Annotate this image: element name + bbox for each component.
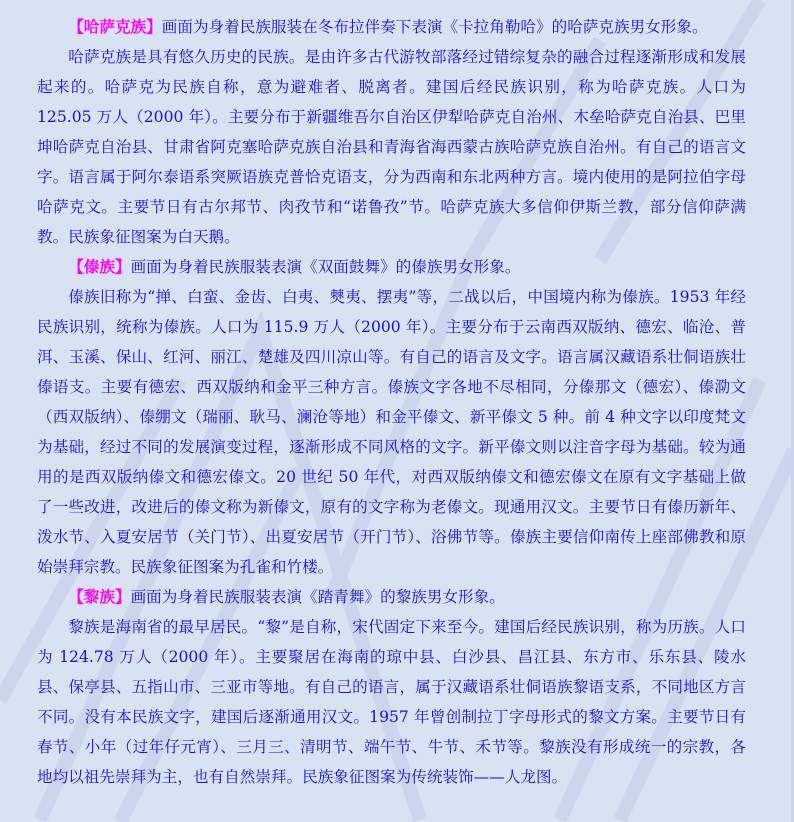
section-body-li: 黎族是海南省的最早居民。“黎”是自称，宋代固定下来至今。建国后经民族识别，称为历族。人口为 124.78 万人（2000 年）。主要聚居在海南的琼中县、白沙县、昌江县、东方市、乐东县、陵水县、保亭县、五指山市、三亚市等地。有自己的语言，属于汉藏语系壮侗语族黎语支系，不同地区方言不同。没有本民族文字，建国后逐渐通用汉文。1957 年曾创制拉丁字母形式的黎文方案。主要节日有春节、小年（过年仔元宵）、三月三、清明节、端午节、牛节、禾节等。黎族没有形成统一的宗教，各地均以祖先崇拜为主，也有自然崇拜。民族象征图案为传统装饰——人龙图。: [37, 618, 746, 786]
section-body-dai: 傣族旧称为“掸、白蛮、金齿、白夷、僰夷、摆夷”等，二战以后，中国境内称为傣族。1953 年经民族识别，统称为傣族。人口为 115.9 万人（2000 年）。主要分布于云南西双版纳、德宏、临沧、普洱、玉溪、保山、红河、丽江、楚雄及四川凉山等。有自己的语言及文字。语言属汉藏语系壮侗语族壮傣语支。主要有德宏、西双版纳和金平三种方言。傣族文字各地不尽相同，分傣那文（德宏）、傣泐文（西双版纳）、傣绷文（瑞丽、耿马、澜沧等地）和金平傣文、新平傣文 5 种。前 4 种文字以印度梵文为基础，经过不同的发展演变过程，逐渐形成不同风格的文字。新平傣文则以注音字母为基础。较为通用的是西双版纳傣文和德宏傣文。20 世纪 50 年代，对西双版纳傣文和德宏傣文在原有文字基础上做了一些改进，改进后的傣文称为新傣文，原有的文字称为老傣文。现通用汉文。主要节日有傣历新年、泼水节、入夏安居节（关门节）、出夏安居节（开门节）、浴佛节等。傣族主要信仰南传上座部佛教和原始崇拜宗教。民族象征图案为孔雀和竹楼。: [37, 288, 746, 576]
document-body: [37, 12, 746, 792]
section-tag: 【黎族】: [68, 587, 131, 606]
section-caption-kazakh: 【哈萨克族】画面为身着民族服装在冬布拉伴奏下表演《卡拉角勒哈》的哈萨克族男女形象。: [68, 17, 708, 36]
section-caption-li: 【黎族】画面为身着民族服装表演《踏青舞》的黎族男女形象。: [68, 587, 505, 606]
section-body-kazakh: 哈萨克族是具有悠久历史的民族。是由许多古代游牧部落经过错综复杂的融合过程逐渐形成和发展起来的。哈萨克为民族自称，意为避难者、脱离者。建国后经民族识别，称为哈萨克族。人口为 125.05 万人（2000 年）。主要分布于新疆维吾尔自治区伊犁哈萨克自治州、木垒哈萨克自治县、巴里坤哈萨克自治县、甘肃省阿克塞哈萨克族自治县和青海省海西蒙古族哈萨克族自治州。有自己的语言文字。语言属于阿尔泰语系突厥语族克普恰克语支，分为西南和东北两种方言。境内使用的是阿拉伯字母哈萨克文。主要节日有古尔邦节、肉孜节和“诺鲁孜”节。哈萨克族大多信仰伊斯兰教，部分信仰萨满教。民族象征图案为白天鹅。: [37, 48, 746, 246]
section-tag: 【哈萨克族】: [68, 17, 162, 36]
section-tag: 【傣族】: [68, 257, 131, 276]
section-caption-dai: 【傣族】画面为身着民族服装表演《双面鼓舞》的傣族男女形象。: [68, 257, 521, 276]
